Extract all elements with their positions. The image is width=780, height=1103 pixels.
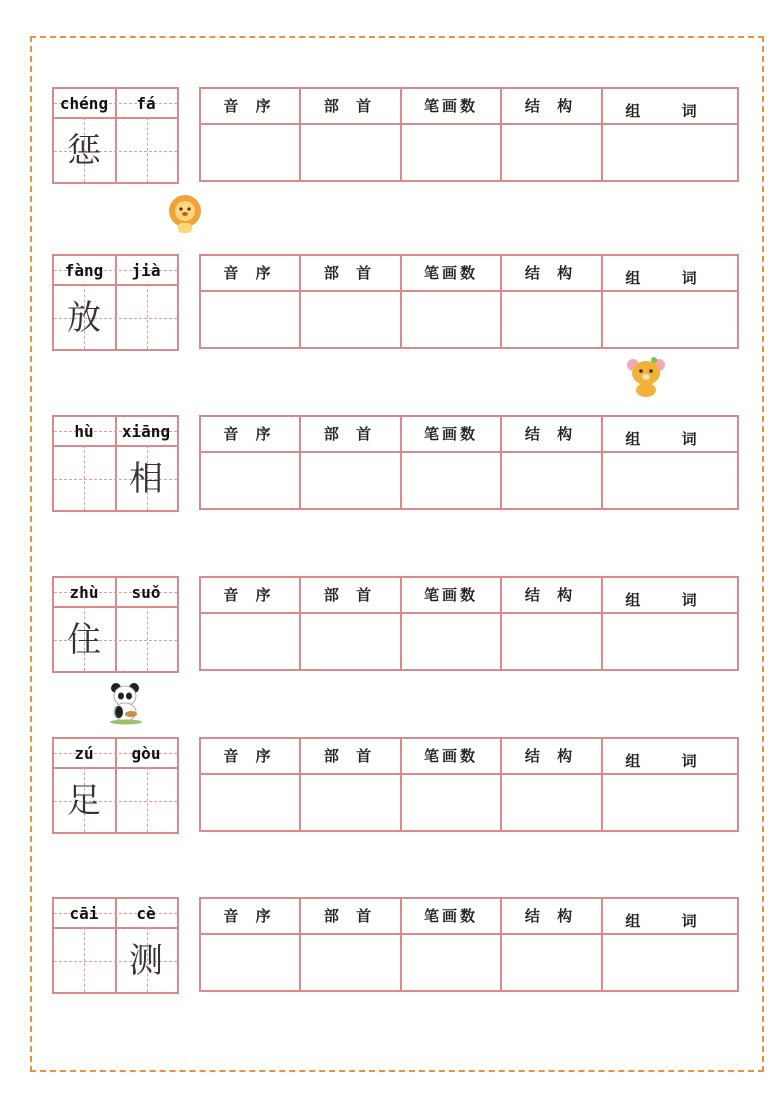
- hanzi: 测: [129, 941, 163, 981]
- info-table: [199, 897, 739, 992]
- exercise-row: [0, 897, 780, 997]
- header-structure: 结 构: [524, 747, 579, 765]
- hanzi: 相: [129, 459, 163, 499]
- info-table: [199, 254, 739, 349]
- header-stroke-count: 笔画数: [423, 264, 478, 282]
- info-table: [199, 415, 739, 510]
- pinyin-left: zú: [74, 744, 94, 763]
- pinyin-left: cāi: [69, 904, 99, 923]
- header-word-building: 组 词: [625, 430, 715, 448]
- pinyin-left: fàng: [64, 261, 104, 280]
- header-sound-order: 音 序: [223, 425, 277, 443]
- pinyin-right: fá: [136, 94, 156, 113]
- header-sound-order: 音 序: [223, 907, 277, 925]
- character-box: [52, 87, 179, 184]
- header-radical: 部 首: [323, 425, 378, 443]
- panda-sticker-icon: [106, 681, 146, 725]
- exercise-row: [0, 87, 780, 187]
- header-word-building: 组 词: [625, 912, 715, 930]
- pinyin-right: cè: [136, 904, 156, 923]
- hanzi: 住: [67, 620, 101, 660]
- hanzi: 足: [67, 781, 101, 821]
- bear-sticker-icon: [624, 356, 668, 398]
- header-structure: 结 构: [524, 425, 579, 443]
- pinyin-right: jià: [131, 261, 161, 280]
- info-table: [199, 576, 739, 671]
- pinyin-right: suǒ: [131, 583, 161, 602]
- header-stroke-count: 笔画数: [423, 586, 478, 604]
- pinyin-left: zhù: [69, 583, 99, 602]
- header-sound-order: 音 序: [223, 97, 277, 115]
- header-stroke-count: 笔画数: [423, 97, 478, 115]
- hanzi: 惩: [67, 131, 101, 171]
- pinyin-left: chéng: [59, 94, 109, 113]
- pinyin-left: hù: [74, 422, 94, 441]
- header-sound-order: 音 序: [223, 747, 277, 765]
- character-box: [52, 737, 179, 834]
- character-box: [52, 415, 179, 512]
- character-box: [52, 254, 179, 351]
- header-structure: 结 构: [524, 907, 579, 925]
- pinyin-right: gòu: [131, 744, 161, 763]
- character-box: [52, 897, 179, 994]
- header-word-building: 组 词: [625, 269, 715, 287]
- hanzi: 放: [67, 298, 101, 338]
- header-radical: 部 首: [323, 747, 378, 765]
- header-structure: 结 构: [524, 586, 579, 604]
- exercise-row: [0, 737, 780, 837]
- header-word-building: 组 词: [625, 752, 715, 770]
- header-word-building: 组 词: [625, 102, 715, 120]
- info-table: [199, 737, 739, 832]
- header-radical: 部 首: [323, 907, 378, 925]
- exercise-row: [0, 415, 780, 515]
- info-table: [199, 87, 739, 182]
- header-radical: 部 首: [323, 586, 378, 604]
- header-stroke-count: 笔画数: [423, 425, 478, 443]
- header-sound-order: 音 序: [223, 264, 277, 282]
- header-sound-order: 音 序: [223, 586, 277, 604]
- header-structure: 结 构: [524, 97, 579, 115]
- header-stroke-count: 笔画数: [423, 907, 478, 925]
- character-box: [52, 576, 179, 673]
- header-radical: 部 首: [323, 97, 378, 115]
- header-word-building: 组 词: [625, 591, 715, 609]
- pinyin-right: xiāng: [121, 422, 171, 441]
- exercise-row: [0, 576, 780, 676]
- header-stroke-count: 笔画数: [423, 747, 478, 765]
- lion-sticker-icon: [166, 193, 204, 235]
- exercise-row: [0, 254, 780, 354]
- header-radical: 部 首: [323, 264, 378, 282]
- header-structure: 结 构: [524, 264, 579, 282]
